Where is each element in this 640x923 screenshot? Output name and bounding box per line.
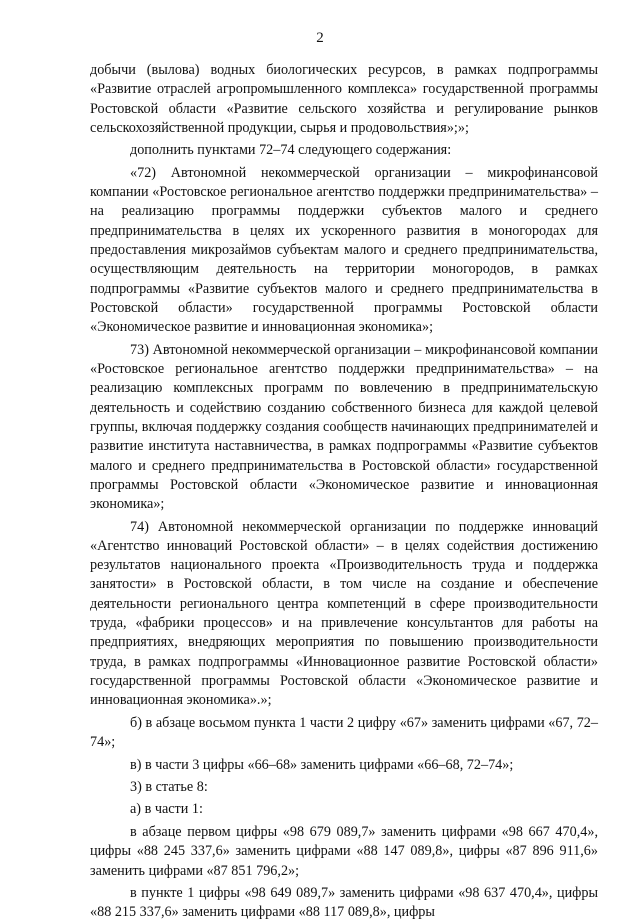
paragraph-point-1: в пункте 1 цифры «98 649 089,7» заменить цифрами «98 637 470,4», цифры «88 215 337,6» заменить цифрами «88 117 089,8», цифры: [90, 885, 598, 921]
paragraph-subitem-v: в) в части 3 цифры «66–68» заменить цифрами «66–68, 72–74»;: [130, 756, 514, 773]
paragraph-article-8: 3) в статье 8:: [130, 779, 208, 795]
paragraph-item-73: 73) Автономной некоммерческой организации – микрофинансовой компании «Ростовское региональное агентство поддержки предпринимательства» – на реализацию комплексных программ по вовлечению в предпринимательскую деятельность и содействию созданию собственного бизнеса для каждой целевой группы, включая поддержку создания сообществ начинающих предпринимателей и развитие института наставничества, в рамках подпрограммы «Развитие субъектов малого и среднего предпринимательства в Ростовской области» государственной программы Ростовской области «Экономическое развитие и инновационная экономика»;: [90, 341, 598, 513]
paragraph-subitem-b: б) в абзаце восьмом пункта 1 части 2 цифру «67» заменить цифрами «67, 72–74»;: [90, 714, 598, 751]
paragraph-first-abzac: в абзаце первом цифры «98 679 089,7» заменить цифрами «98 667 470,4», цифры «88 245 337,6» заменить цифрами «88 147 089,8», цифры «87 896 911,6» заменить цифрами «87 851 796,2»;: [90, 823, 598, 879]
page-number: 2: [316, 30, 324, 46]
paragraph-item-74: 74) Автономной некоммерческой организации по поддержке инноваций «Агентство инноваций Ростовской области» – в целях содействия достижению результатов национального проекта «Производительность труда и поддержка занятости» в Ростовской области, в том числе на создание и обеспечение деятельности регионального центра компетенций в сфере производительности труда, «фабрики процессов» и на привлечение консультантов для работы на предприятиях, внедряющих мероприятия по повышению производительности труда, в рамках подпрограммы «Инновационное развитие Ростовской области» государственной программы Ростовской области «Экономическое развитие и инновационная экономика».»;: [90, 518, 598, 709]
paragraph-continuation: добычи (вылова) водных биологических ресурсов, в рамках подпрограммы «Развитие отраслей агропромышленного комплекса» государственной программы Ростовской области «Развитие сельского хозяйства и регулирование рынков сельскохозяйственной продукции, сырья и продовольствия»;»;: [90, 62, 598, 136]
document-body: [90, 61, 598, 923]
paragraph-add-items: дополнить пунктами 72–74 следующего содержания:: [130, 142, 452, 159]
paragraph-item-72: «72) Автономной некоммерческой организации – микрофинансовой компании «Ростовское региональное агентство поддержки предпринимательства» – на реализацию программы поддержки субъектов малого и среднего предпринимательства в целях их ускоренного развития в моногородах для предоставления микрозаймов субъектам малого и среднего предпринимательства, осуществляющим деятельность на территории моногородов, в рамках подпрограммы «Развитие субъектов малого и среднего предпринимательства в Ростовской области» государственной программы Ростовской области «Экономическое развитие и инновационная экономика»;: [90, 164, 598, 336]
paragraph-part-1: а) в части 1:: [130, 801, 203, 818]
